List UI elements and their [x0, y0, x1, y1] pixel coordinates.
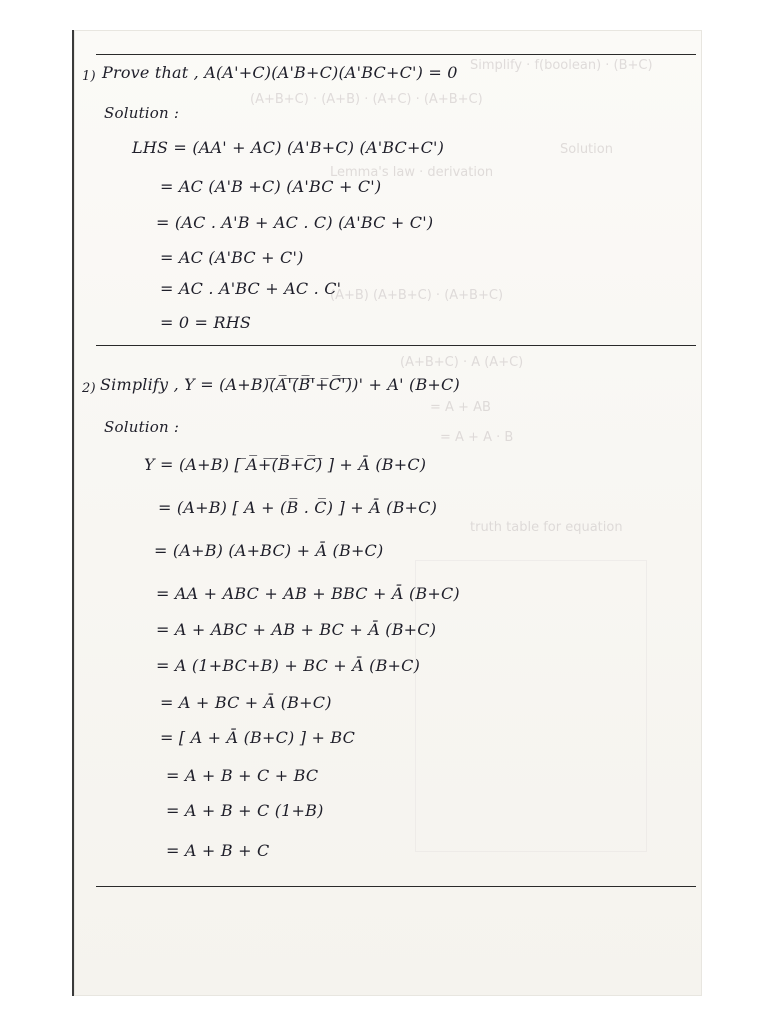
- bleed-through-text: Solution: [560, 142, 613, 157]
- question-number: 2): [82, 381, 96, 396]
- proof-step: = AC . A'BC + AC . C': [160, 279, 342, 298]
- simplification-step: = (A+B) (A+BC) + Ā (B+C): [154, 541, 384, 560]
- proof-step: = AC (A'BC + C'): [160, 248, 304, 267]
- solution-label: Solution :: [104, 104, 180, 122]
- problem-statement: Simplify , Y = (A+B)(̅A̅'̅(̅B̅'̅+̅C̅'̅)̅)' + A' (B+C): [100, 375, 460, 394]
- bleed-through-text: (A+B) (A+B+C) · (A+B+C): [330, 288, 504, 303]
- proof-step: = 0 = RHS: [160, 313, 252, 332]
- simplification-step: = AA + ABC + AB + BBC + Ā (B+C): [156, 584, 460, 603]
- bleed-through-text: Simplify · f(boolean) · (B+C): [470, 58, 653, 73]
- top-rule: [96, 54, 696, 55]
- simplification-step: Y = (A+B) [ ̅A̅+̅(̅B̅+̅C̅)̅ ] + Ā (B+C): [144, 455, 427, 474]
- bleed-through-text: = A + AB: [430, 400, 491, 415]
- bleed-through-text: = A + A · B: [440, 430, 514, 445]
- problem-statement: Prove that , A(A'+C)(A'B+C)(A'BC+C') = 0: [102, 63, 458, 82]
- bottom-rule: [96, 886, 696, 887]
- proof-step: = AC (A'B +C) (A'BC + C'): [160, 177, 382, 196]
- bleed-through-text: truth table for equation: [470, 520, 623, 535]
- simplification-step: = (A+B) [ A + (B̅ . C̅) ] + Ā (B+C): [158, 498, 438, 517]
- bleed-through-text: Lemma's law · derivation: [330, 165, 494, 180]
- bleed-through-text: (A+B+C) · (A+B) · (A+C) · (A+B+C): [250, 92, 483, 107]
- question-number: 1): [82, 69, 96, 84]
- solution-label: Solution :: [104, 418, 180, 436]
- simplification-step: = [ A + Ā (B+C) ] + BC: [160, 728, 356, 747]
- bleed-through-text: (A+B+C) · A (A+C): [400, 355, 524, 370]
- simplification-step: = A + ABC + AB + BC + Ā (B+C): [156, 620, 437, 639]
- simplification-step: = A (1+BC+B) + BC + Ā (B+C): [156, 656, 421, 675]
- proof-step: = (AC . A'B + AC . C) (A'BC + C'): [156, 213, 434, 232]
- simplification-step: = A + BC + Ā (B+C): [160, 693, 332, 712]
- simplification-step: = A + B + C (1+B): [166, 801, 324, 820]
- proof-step: LHS = (AA' + AC) (A'B+C) (A'BC+C'): [132, 138, 445, 157]
- simplification-step: = A + B + C + BC: [166, 766, 319, 785]
- simplification-step: = A + B + C: [166, 841, 270, 860]
- section-divider: [96, 345, 696, 346]
